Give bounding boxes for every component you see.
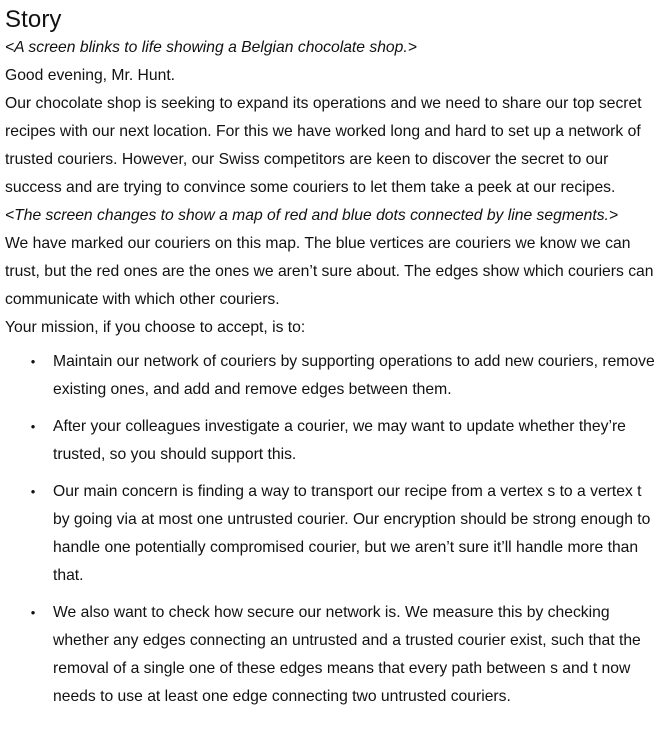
list-item (5, 599, 668, 711)
list-item (5, 478, 668, 590)
intro-stage-direction: <A screen blinks to life showing a Belgian chocolate shop.> (5, 39, 417, 56)
greeting-text: Good evening, Mr. Hunt. (5, 67, 176, 84)
list-item (5, 348, 668, 404)
mission-item-text: We also want to check how secure our network is. We measure this by checking whether any edges connecting an untrusted and a trusted courier exist, such that the removal of a single one of these edges means that every path between s and t now needs to use at least one edge connecting two untrusted couriers. (53, 604, 641, 705)
background-paragraph: Our chocolate shop is seeking to expand its operations and we need to share our top secret recipes with our next location. For this we have worked long and hard to set up a network of trusted couriers. However, our Swiss competitors are keen to discover the secret to our success and are trying to convince some couriers to let them take a peek at our recipes. (5, 95, 642, 196)
mission-intro-text: Your mission, if you choose to accept, is to: (5, 319, 306, 336)
bullet-icon: • (30, 419, 36, 434)
bullet-icon: • (30, 354, 36, 369)
mission-item-text: After your colleagues investigate a courier, we may want to update whether they’re trusted, so you should support this. (53, 418, 626, 463)
mission-item-text: Maintain our network of couriers by supporting operations to add new couriers, remove existing ones, and add and remove edges between them. (53, 353, 655, 398)
mission-list (5, 348, 668, 711)
list-item (5, 413, 668, 469)
mission-item-text: Our main concern is finding a way to transport our recipe from a vertex s to a vertex t by going via at most one untrusted courier. Our encryption should be strong enough to handle one potentially compromised courier, but we aren’t sure it’ll handle more than that. (53, 483, 651, 584)
map-stage-direction: <The screen changes to show a map of red and blue dots connected by line segments.> (5, 207, 619, 224)
map-description-paragraph: We have marked our couriers on this map. The blue vertices are couriers we know we can trust, but the red ones are the ones we aren’t sure about. The edges show which couriers can communicate with which other couriers. (5, 235, 654, 308)
bullet-icon: • (30, 484, 36, 499)
page-title: Story (5, 6, 62, 33)
bullet-icon: • (30, 605, 36, 620)
